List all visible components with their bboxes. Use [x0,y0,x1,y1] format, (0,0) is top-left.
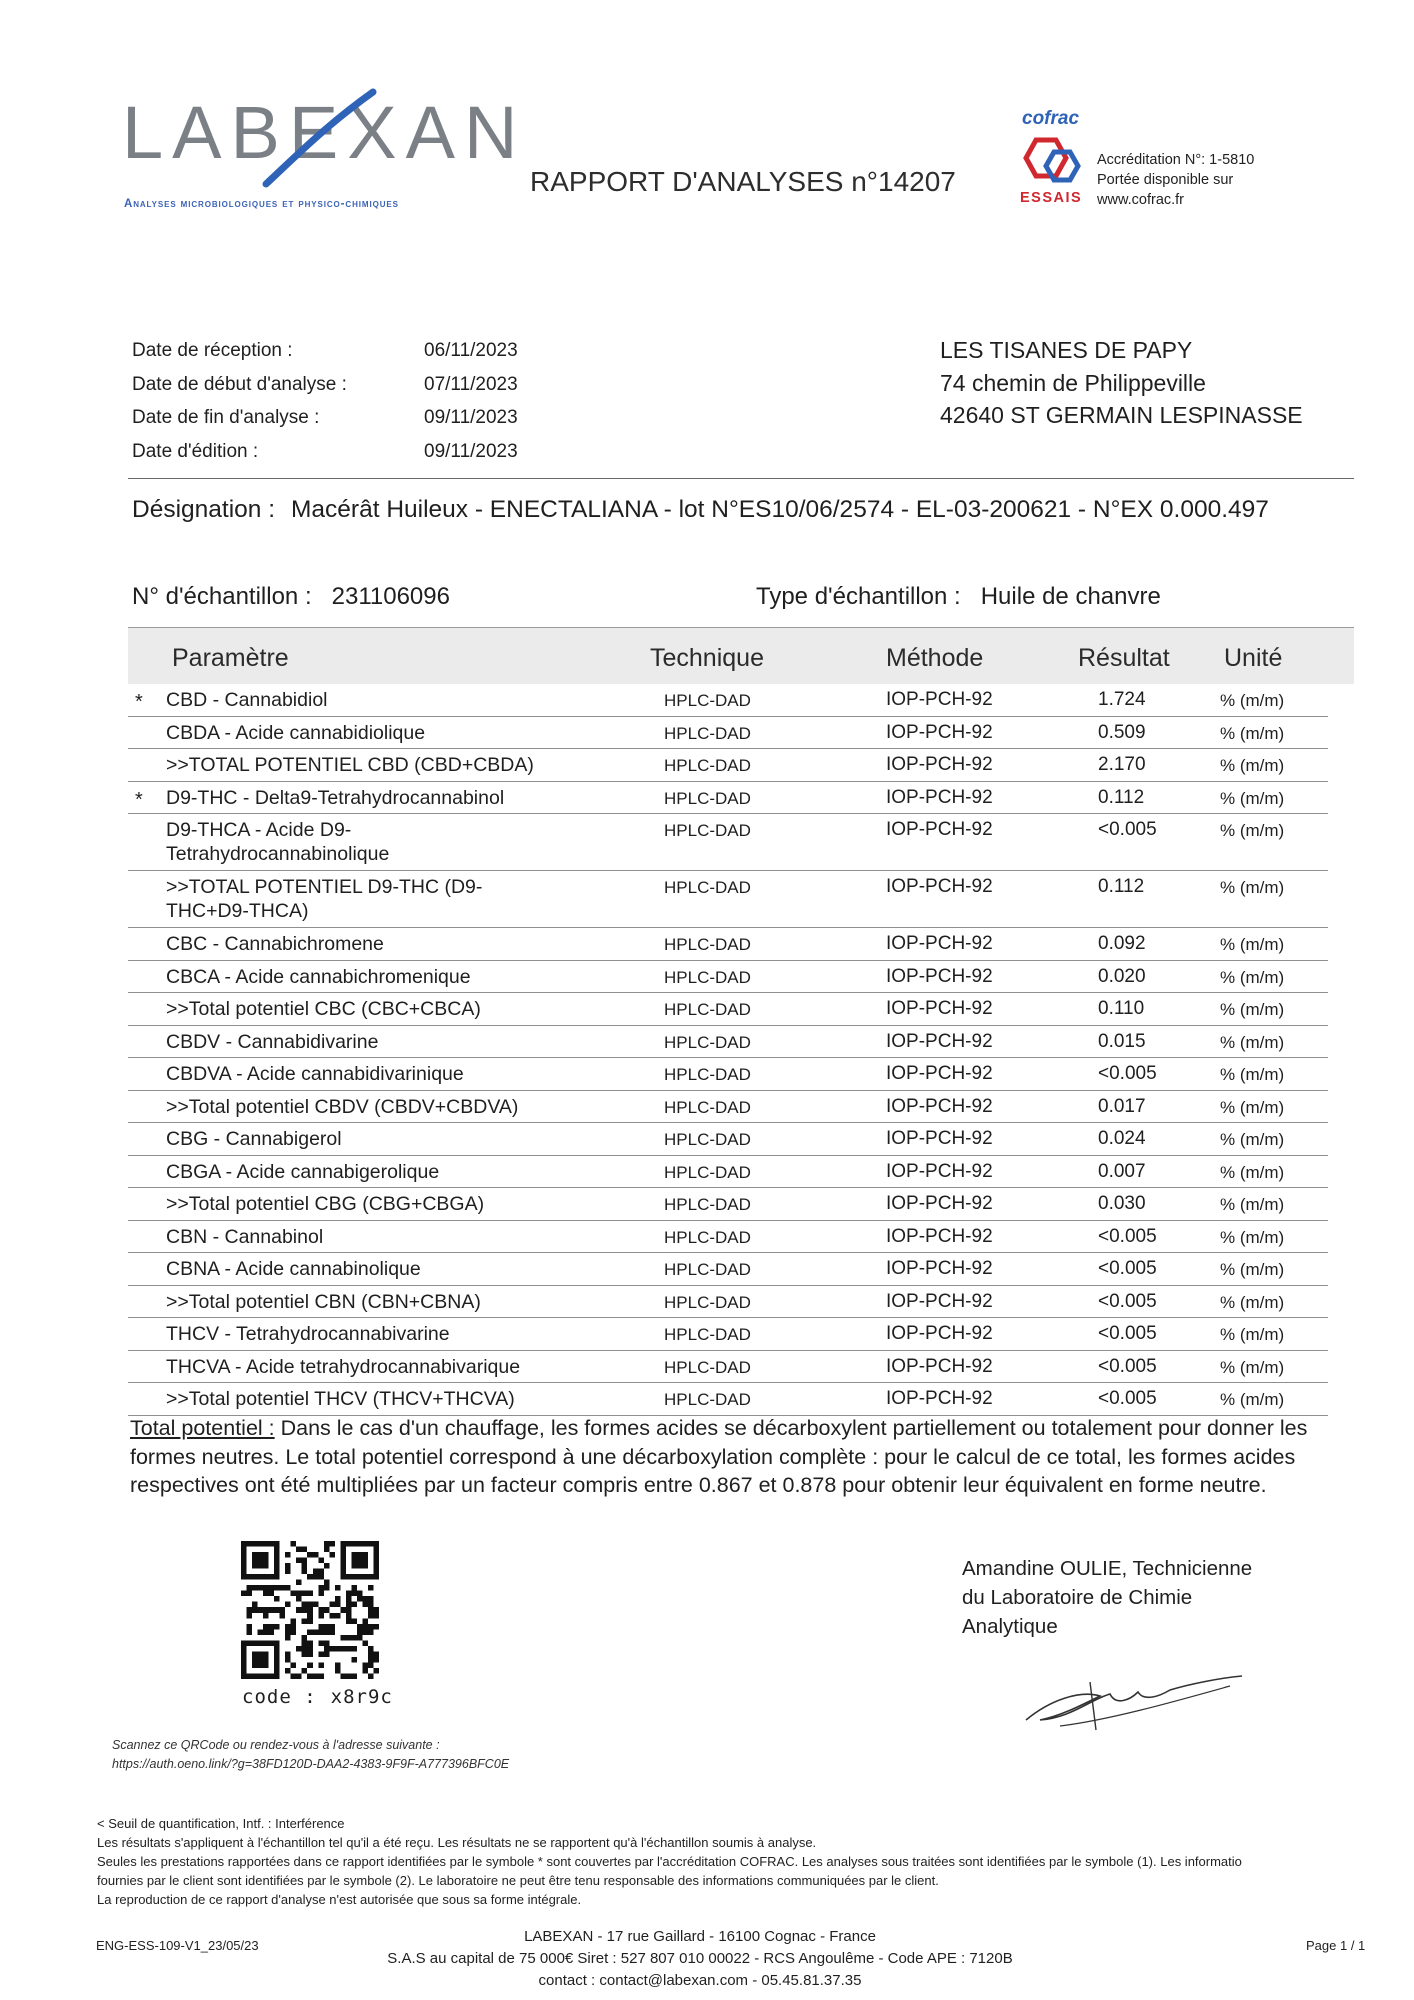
cell-technique: HPLC-DAD [664,878,751,897]
footnote-line: La reproduction de ce rapport d'analyse n'est autorisée que sous sa forme intégrale. [97,1892,582,1907]
cell-technique: HPLC-DAD [664,691,751,710]
accreditation-number: Accréditation N°: 1-5810 [1097,152,1255,168]
accreditation-url: www.cofrac.fr [1097,192,1185,208]
cell-unit: % (m/m) [1220,1162,1285,1182]
labexan-logo-text: LABEXAN [122,91,527,174]
signatory-line: du Laboratoire de Chimie [962,1586,1193,1609]
cell-technique: HPLC-DAD [664,1000,751,1019]
cell-method: IOP-PCH-92 [886,819,993,840]
table-row [128,1188,1328,1221]
sample-type-label: Type d'échantillon : [756,583,961,610]
cell-method: IOP-PCH-92 [886,689,993,710]
cell-param: >>Total potentiel CBC (CBC+CBCA) [166,998,481,1020]
sample-number [132,583,450,611]
cell-technique: HPLC-DAD [664,1357,751,1377]
footnotes [97,1814,1407,1909]
qr-scan-url[interactable]: https://auth.oeno.link/?g=38FD120D-DAA2-4383-9F9F-A777396BFC0E [112,1757,510,1771]
cell-method: IOP-PCH-92 [886,721,993,743]
cell-unit: % (m/m) [1220,1195,1285,1214]
cell-method: IOP-PCH-92 [886,1128,993,1149]
cell-unit: % (m/m) [1220,878,1285,897]
table-row [128,993,1328,1026]
cell-technique: HPLC-DAD [664,1390,751,1409]
cell-result: 1.724 [1098,689,1146,710]
cell-result: 0.112 [1098,876,1145,897]
cell-param: >>TOTAL POTENTIEL D9-THC (D9-THC+D9-THCA) [166,876,483,922]
cell-result: 0.017 [1098,1095,1146,1117]
cell-param: CBC - Cannabichromene [166,933,384,955]
client-city: 42640 ST GERMAIN LESPINASSE [940,402,1303,428]
cell-unit: % (m/m) [1220,1390,1285,1409]
header-param: Paramètre [172,644,289,672]
qr-scan-text: Scannez ce QRCode ou rendez-vous à l'adresse suivante : [112,1738,440,1752]
cell-method: IOP-PCH-92 [886,1323,993,1344]
cell-method: IOP-PCH-92 [886,1030,993,1052]
cell-param: >>Total potentiel CBN (CBN+CBNA) [166,1290,481,1313]
cell-result: <0.005 [1098,1323,1157,1344]
page-number: Page 1 / 1 [1306,1938,1366,1953]
table-row [128,1383,1328,1416]
results-table-body [128,684,1328,1416]
cell-method: IOP-PCH-92 [886,1225,993,1247]
cell-technique: HPLC-DAD [664,1195,751,1214]
cell-unit: % (m/m) [1220,1032,1285,1052]
signatory [962,1554,1252,1641]
signatory-line: Analytique [962,1615,1058,1638]
cell-technique: HPLC-DAD [664,1260,751,1279]
cell-technique: HPLC-DAD [664,1097,751,1117]
table-row [128,814,1328,871]
qr-code[interactable] [241,1541,379,1679]
cell-result: <0.005 [1098,819,1157,840]
note-label: Total potentiel : [130,1416,275,1440]
dates-block [132,334,518,468]
sample-number-label: N° d'échantillon : [132,583,312,610]
date-value: 06/11/2023 [424,340,518,361]
table-row [128,1156,1328,1189]
header-unit: Unité [1224,644,1283,672]
cell-param: >>Total potentiel THCV (THCV+THCVA) [166,1388,515,1410]
cofrac-essais-label: ESSAIS [1020,190,1083,206]
accreditation-scope: Portée disponible sur [1097,172,1234,188]
date-value: 07/11/2023 [424,373,518,395]
handwritten-signature [1020,1660,1250,1740]
date-row [132,334,518,368]
cell-method: IOP-PCH-92 [886,965,993,987]
cell-technique: HPLC-DAD [664,723,751,743]
document-reference: ENG-ESS-109-V1_23/05/23 [96,1938,259,1953]
total-potentiel-note [130,1414,1350,1500]
table-row [128,749,1328,782]
date-row [132,435,518,469]
cell-unit: % (m/m) [1220,1260,1285,1279]
cell-technique: HPLC-DAD [664,935,751,954]
cell-result: 0.020 [1098,965,1146,987]
cell-method: IOP-PCH-92 [886,1095,993,1117]
cell-param: CBN - Cannabinol [166,1225,324,1248]
date-label: Date d'édition : [132,440,259,462]
cell-method: IOP-PCH-92 [886,933,993,954]
table-row [128,928,1328,961]
qr-code-caption [242,1686,393,1708]
client-name: LES TISANES DE PAPY [940,337,1193,363]
cell-param: >>TOTAL POTENTIEL CBD (CBD+CBDA) [166,754,534,776]
cell-result: <0.005 [1098,1258,1157,1279]
date-label: Date de réception : [132,340,293,361]
cell-param: CBDA - Acide cannabidiolique [166,721,426,744]
footer-contact: contact : contact@labexan.com - 05.45.81.37.35 [538,1972,862,1989]
cell-unit: % (m/m) [1220,1292,1285,1312]
cell-unit: % (m/m) [1220,821,1285,840]
cell-method: IOP-PCH-92 [886,1193,993,1214]
footer-legal: S.A.S au capital de 75 000€ Siret : 527 807 010 00022 - RCS Angoulême - Code APE : 7120B [387,1950,1013,1967]
table-row [128,1318,1328,1351]
cell-param: >>Total potentiel CBG (CBG+CBGA) [166,1193,485,1215]
cell-method: IOP-PCH-92 [886,786,993,808]
cell-unit: % (m/m) [1220,935,1285,954]
cell-technique: HPLC-DAD [664,967,751,987]
cell-param: CBDV - Cannabidivarine [166,1030,379,1053]
table-row [128,961,1328,994]
cell-param: >>Total potentiel CBDV (CBDV+CBDVA) [166,1095,519,1118]
cell-result: 0.007 [1098,1160,1146,1182]
cell-technique: HPLC-DAD [664,1292,751,1312]
cell-result: 0.024 [1098,1128,1146,1149]
table-row [128,1221,1328,1254]
header-technique: Technique [650,644,764,672]
accreditation-star: * [135,788,143,811]
footnote-line: fournies par le client sont identifiées par le symbole (2). Le laboratoire ne peut être tenu responsable des informations communiquées par le client. [97,1873,939,1888]
cell-method: IOP-PCH-92 [886,1258,993,1279]
sample-type [756,583,1161,611]
note-text: Dans le cas d'un chauffage, les formes acides se décarboxylent partiellement ou totalement pour donner les formes neutres. Le total potentiel correspond à une décarboxylation complète : pour le calcul de ce total, les formes acides respectives ont été multipliées par un facteur compris entre 0.867 et 0.878 pour obtenir leur équivalent en forme neutre. [130,1416,1308,1497]
cell-unit: % (m/m) [1220,788,1285,808]
table-row [128,1058,1328,1091]
cell-unit: % (m/m) [1220,967,1285,987]
cell-param: CBNA - Acide cannabinolique [166,1258,421,1280]
cofrac-logo-text: cofrac [1022,108,1080,129]
cell-param: D9-THCA - Acide D9-Tetrahydrocannabinolique [166,819,390,865]
cell-unit: % (m/m) [1220,1227,1285,1247]
header-method: Méthode [886,644,984,672]
labexan-tagline: Analyses microbiologiques et physico-chimiques [124,198,399,210]
designation-value: Macérât Huileux - ENECTALIANA - lot N°ES10/06/2574 - EL-03-200621 - N°EX 0.000.497 [291,496,1269,523]
cell-unit: % (m/m) [1220,1130,1285,1149]
cell-result: <0.005 [1098,1290,1157,1312]
footnote-line: Les résultats s'appliquent à l'échantillon tel qu'il a été reçu. Les résultats ne se rapportent qu'à l'échantillon soumis à analyse. [97,1835,817,1850]
table-row [128,1123,1328,1156]
date-value: 09/11/2023 [424,407,518,428]
footer-address: LABEXAN - 17 rue Gaillard - 16100 Cognac - France [524,1928,876,1945]
cell-param: CBGA - Acide cannabigerolique [166,1160,440,1183]
report-title: RAPPORT D'ANALYSES n°14207 [530,166,956,197]
footnote-line: < Seuil de quantification, Intf. : Interférence [97,1816,345,1831]
signatory-line: Amandine OULIE, Technicienne [962,1557,1253,1580]
cell-result: 2.170 [1098,754,1146,775]
cell-technique: HPLC-DAD [664,1130,751,1149]
date-label: Date de début d'analyse : [132,373,347,395]
table-row [128,1253,1328,1286]
designation-label: Désignation : [132,496,276,523]
cell-param: D9-THC - Delta9-Tetrahydrocannabinol [166,786,505,809]
cell-result: 0.015 [1098,1030,1146,1052]
cell-result: <0.005 [1098,1063,1157,1084]
table-row [128,871,1328,928]
cell-method: IOP-PCH-92 [886,1063,993,1084]
cell-unit: % (m/m) [1220,1000,1285,1019]
cofrac-hexagon-logo [1022,134,1086,190]
cell-technique: HPLC-DAD [664,788,751,808]
cell-technique: HPLC-DAD [664,1162,751,1182]
labexan-swoosh-logo [248,84,388,194]
date-row [132,368,518,402]
cell-technique: HPLC-DAD [664,1227,751,1247]
cell-unit: % (m/m) [1220,723,1285,743]
header-result: Résultat [1078,644,1170,672]
cell-result: 0.112 [1098,786,1145,808]
divider [128,478,1354,479]
cell-method: IOP-PCH-92 [886,876,993,897]
cell-unit: % (m/m) [1220,1065,1285,1084]
cell-result: 0.509 [1098,721,1146,743]
table-row [128,684,1328,717]
cell-param: CBG - Cannabigerol [166,1128,342,1150]
date-value: 09/11/2023 [424,440,518,462]
cell-technique: HPLC-DAD [664,1032,751,1052]
cell-param: CBD - Cannabidiol [166,689,328,711]
cell-method: IOP-PCH-92 [886,998,993,1019]
cell-param: CBCA - Acide cannabichromenique [166,965,471,988]
table-row [128,1091,1328,1124]
date-label: Date de fin d'analyse : [132,407,320,428]
cell-result: 0.030 [1098,1193,1146,1214]
sample-number-value: 231106096 [331,583,450,610]
accreditation-star: * [135,691,143,713]
cell-technique: HPLC-DAD [664,821,751,840]
cell-param: THCV - Tetrahydrocannabivarine [166,1323,450,1345]
qr-scan-instructions [112,1736,509,1774]
footnote-line: Seules les prestations rapportées dans ce rapport identifiées par le symbole * sont couvertes par l'accréditation COFRAC. Les analyses sous traitées sont identifiées par le symbole (1). Les informatio [97,1854,1242,1869]
company-footer [380,1926,1020,1992]
cell-result: 0.092 [1098,933,1146,954]
client-street: 74 chemin de Philippeville [940,369,1206,396]
sample-type-value: Huile de chanvre [980,583,1161,610]
qr-code-value: x8r9c [330,1686,393,1708]
cell-param: THCVA - Acide tetrahydrocannabivarique [166,1355,521,1378]
client-address [940,334,1303,432]
cell-method: IOP-PCH-92 [886,1355,993,1377]
cell-unit: % (m/m) [1220,1097,1285,1117]
table-row [128,782,1328,815]
cell-result: <0.005 [1098,1388,1157,1409]
cell-unit: % (m/m) [1220,1325,1285,1344]
table-row [128,1286,1328,1319]
date-row [132,401,518,435]
designation [132,496,1269,524]
cell-method: IOP-PCH-92 [886,1290,993,1312]
cell-method: IOP-PCH-92 [886,754,993,775]
accreditation-info [1097,150,1254,210]
table-row [128,717,1328,750]
qr-code-label: code : [242,1686,317,1708]
cell-unit: % (m/m) [1220,1357,1285,1377]
cell-technique: HPLC-DAD [664,1065,751,1084]
cell-result: <0.005 [1098,1355,1157,1377]
cell-param: CBDVA - Acide cannabidivarinique [166,1063,464,1085]
table-row [128,1351,1328,1384]
cell-technique: HPLC-DAD [664,756,751,775]
cell-technique: HPLC-DAD [664,1325,751,1344]
cell-result: <0.005 [1098,1225,1157,1247]
cell-method: IOP-PCH-92 [886,1160,993,1182]
results-table-header [128,627,1354,684]
cell-result: 0.110 [1098,998,1145,1019]
cell-method: IOP-PCH-92 [886,1388,993,1409]
cell-unit: % (m/m) [1220,691,1285,710]
table-row [128,1026,1328,1059]
cell-unit: % (m/m) [1220,756,1285,775]
